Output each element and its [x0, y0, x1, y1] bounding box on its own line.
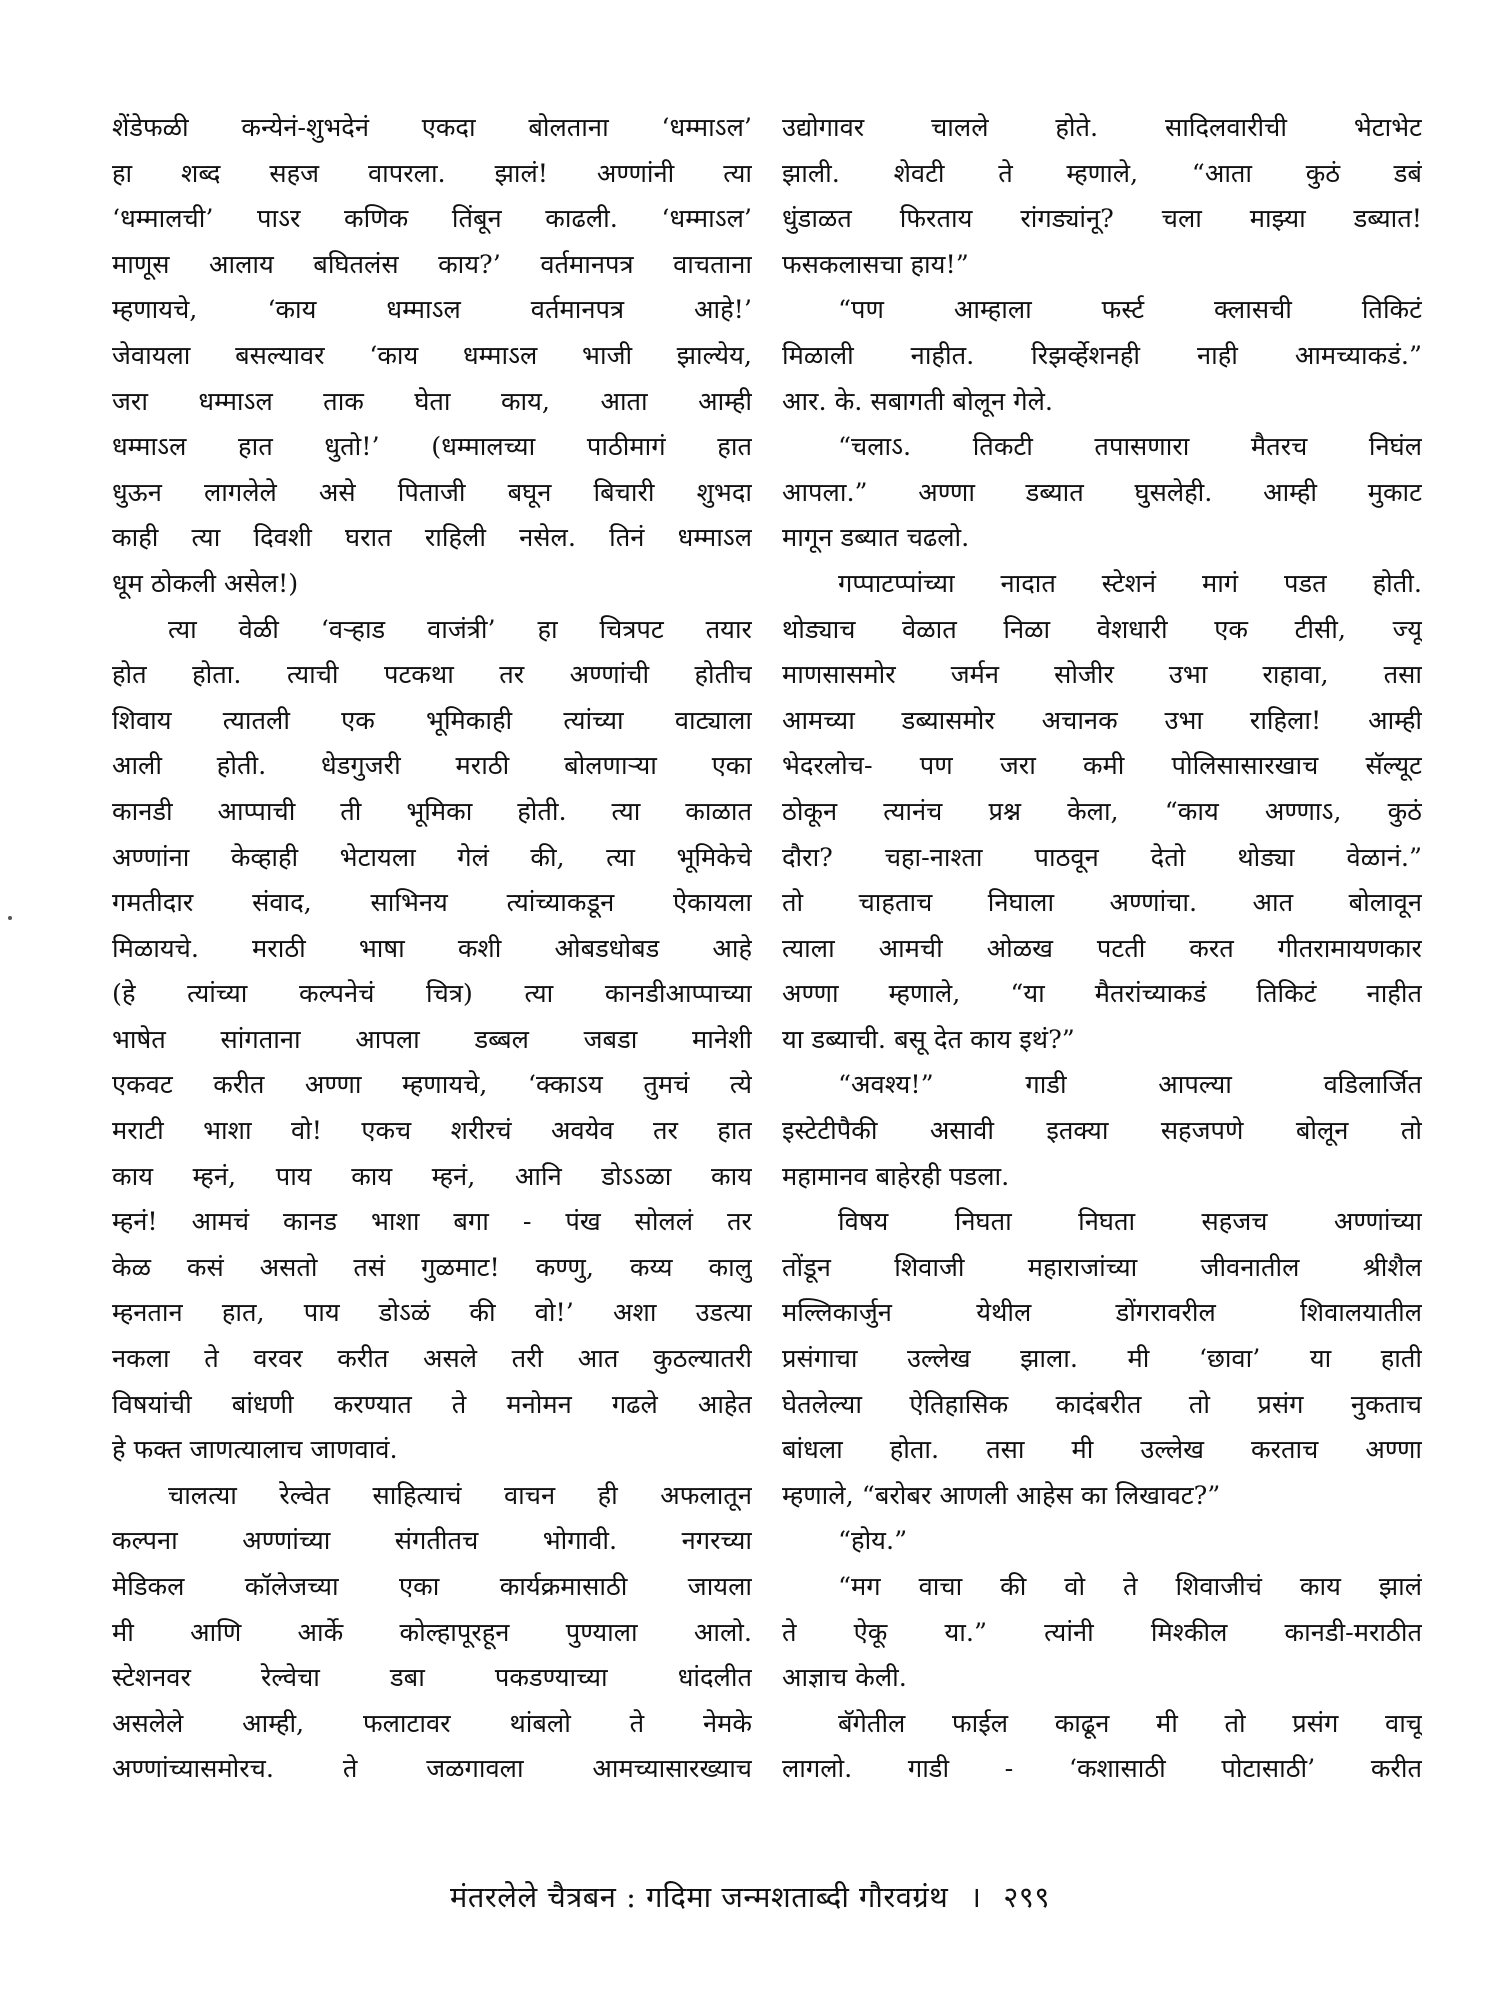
text-line: झाली. शेवटी ते म्हणाले, “आता कुठं डबं [782, 158, 1422, 189]
text-line: ‘धम्मालची’ पाऽर कणिक तिंबून काढली. ‘धम्माऽल’ [112, 204, 752, 235]
text-line: घेतलेल्या ऐतिहासिक कादंबरीत तो प्रसंग नुकताच [782, 1389, 1422, 1420]
text-line: मी आणि आर्के कोल्हापूरहून पुण्याला आलो. [112, 1617, 752, 1648]
text-line: स्टेशनवर रेल्वेचा डबा पकडण्याच्या धांदलीत [112, 1663, 752, 1694]
text-line: मिळाली नाहीत. रिझर्व्हेशनही नाही आमच्याकडं.” [782, 340, 1422, 371]
text-line: जरा धम्माऽल ताक घेता काय, आता आम्ही [112, 386, 752, 417]
text-line: धुऊन लागलेले असे पिताजी बघून बिचारी शुभदा [112, 477, 752, 508]
text-line: अण्णा म्हणाले, “या मैतरांच्याकडं तिकिटं नाहीत [782, 979, 1422, 1010]
text-line: आज्ञाच केली. [782, 1663, 907, 1694]
text-line: जेवायला बसल्यावर ‘काय धम्माऽल भाजी झाल्येय, [112, 340, 752, 371]
text-line: शेंडेफळी कन्येनं-शुभदेनं एकदा बोलताना ‘धम्माऽल’ [112, 113, 752, 143]
text-line: गप्पाटप्पांच्या नादात स्टेशनं मागं पडत होती. [838, 568, 1422, 599]
text-line: फसकलासचा हाय!” [782, 249, 969, 280]
text-line: एकवट करीत अण्णा म्हणायचे, ‘क्काऽय तुमचं त्ये [112, 1070, 752, 1101]
text-line: तो चाहताच निघाला अण्णांचा. आत बोलावून [782, 888, 1422, 919]
text-line: धूम ठोकली असेल!) [112, 568, 299, 599]
text-line: मराटी भाशा वो! एकच शरीरचं अवयेव तर हात [112, 1116, 752, 1147]
text-line: हा शब्द सहज वापरला. झालं! अण्णांनी त्या [112, 158, 752, 189]
text-line: विषयांची बांधणी करण्यात ते मनोमन गढले आहेत [112, 1389, 752, 1420]
text-line: म्हणाले, “बरोबर आणली आहेस का लिखावट?” [782, 1480, 1221, 1511]
text-line: तोंडून शिवाजी महाराजांच्या जीवनातील श्रीशैल [782, 1252, 1422, 1283]
footer-page-number: २९९ [1003, 1880, 1050, 1914]
footer-book-title: मंतरलेले चैत्रबन : गदिमा जन्मशताब्दी गौरवग्रंथ [450, 1880, 949, 1914]
text-line: अण्णांच्यासमोरच. ते जळगावला आमच्यासारख्याच [112, 1754, 752, 1785]
text-line: धम्माऽल हात धुतो!’ (धम्मालच्या पाठीमागं हात [112, 432, 752, 463]
text-line: लागलो. गाडी - ‘कशासाठी पोटासाठी’ करीत [782, 1754, 1422, 1785]
text-line: “होय.” [838, 1526, 908, 1557]
text-line: म्हणायचे, ‘काय धम्माऽल वर्तमानपत्र आहे!’ [112, 295, 752, 326]
text-line: नकला ते वरवर करीत असले तरी आत कुठल्यातरी [112, 1344, 752, 1375]
text-line: भेदरलोच- पण जरा कमी पोलिसासारखाच सॅल्यूट [782, 751, 1422, 782]
text-line: आर. के. सबागती बोलून गेले. [782, 386, 1053, 417]
footer-separator: । [969, 1880, 982, 1914]
text-line: ते ऐकू या.” त्यांनी मिश्कील कानडी-मराठीत [782, 1617, 1422, 1648]
text-line: मागून डब्यात चढलो. [782, 523, 970, 554]
text-line: आली होती. धेडगुजरी मराठी बोलणाऱ्या एका [112, 751, 752, 782]
text-line: उद्योगावर चालले होते. सादिलवारीची भेटाभेट [782, 113, 1422, 143]
text-line: बांधला होता. तसा मी उल्लेख करताच अण्णा [782, 1435, 1422, 1466]
text-line: कल्पना अण्णांच्या संगतीतच भोगावी. नगरच्या [112, 1526, 752, 1557]
text-line: आपला.” अण्णा डब्यात घुसलेही. आम्ही मुकाट [782, 477, 1422, 508]
text-line: कानडी आप्पाची ती भूमिका होती. त्या काळात [112, 796, 752, 827]
text-line: आमच्या डब्यासमोर अचानक उभा राहिला! आम्ही [782, 705, 1422, 736]
text-line: विषय निघता निघता सहजच अण्णांच्या [838, 1207, 1422, 1238]
text-line: धुंडाळत फिरताय रांगड्यांनू? चला माझ्या डब्यात! [782, 204, 1422, 235]
text-line: त्या वेळी ‘वऱ्हाड वाजंत्री’ हा चित्रपट तयार [168, 614, 752, 645]
text-line: माणसासमोर जर्मन सोजीर उभा राहावा, तसा [782, 660, 1422, 691]
text-line: होत होता. त्याची पटकथा तर अण्णांची होतीच [112, 660, 752, 691]
right-text-column [782, 106, 1422, 1793]
text-line: शिवाय त्यातली एक भूमिकाही त्यांच्या वाट्याला [112, 705, 752, 736]
text-line: त्याला आमची ओळख पटती करत गीतरामायणकार [782, 933, 1422, 964]
scan-speck [8, 916, 12, 920]
text-line: “पण आम्हाला फर्स्ट क्लासची तिकिटं [838, 295, 1422, 326]
text-line: म्हनं! आमचं कानड भाशा बगा - पंख सोललं तर [112, 1207, 752, 1238]
text-line: बॅगेतील फाईल काढून मी तो प्रसंग वाचू [838, 1708, 1422, 1739]
text-line: ठोकून त्यानंच प्रश्न केला, “काय अण्णाऽ, कुठं [782, 796, 1422, 827]
text-line: हे फक्त जाणत्यालाच जाणवावं. [112, 1435, 398, 1466]
text-line: असलेले आम्ही, फलाटावर थांबलो ते नेमके [112, 1708, 752, 1739]
text-line: थोड्याच वेळात निळा वेशधारी एक टीसी, ज्यू [782, 614, 1422, 645]
left-text-column [112, 106, 752, 1793]
text-line: केळ कसं असतो तसं गुळमाट! कण्णु, कय्य कालु [112, 1252, 752, 1283]
text-line: अण्णांना केव्हाही भेटायला गेलं की, त्या भूमिकेचे [112, 842, 752, 873]
text-line: दौरा? चहा-नाश्ता पाठवून देतो थोड्या वेळानं.” [782, 842, 1422, 873]
text-line: मिळायचे. मराठी भाषा कशी ओबडधोबड आहे [112, 933, 752, 964]
text-line: भाषेत सांगताना आपला डब्बल जबडा मानेशी [112, 1024, 752, 1055]
text-line: गमतीदार संवाद, साभिनय त्यांच्याकडून ऐकायला [112, 888, 752, 919]
text-line: “मग वाचा की वो ते शिवाजीचं काय झालं [838, 1572, 1422, 1602]
text-line: काही त्या दिवशी घरात राहिली नसेल. तिनं धम्माऽल [112, 523, 752, 554]
text-line: प्रसंगाचा उल्लेख झाला. मी ‘छावा’ या हाती [782, 1344, 1422, 1375]
text-line: मल्लिकार्जुन येथील डोंगरावरील शिवालयातील [782, 1298, 1422, 1329]
text-line: माणूस आलाय बघितलंस काय?’ वर्तमानपत्र वाचताना [112, 249, 752, 280]
text-line: म्हनतान हात, पाय डोऽळं की वो!’ अशा उडत्या [112, 1298, 752, 1329]
text-line: इस्टेटीपैकी असावी इतक्या सहजपणे बोलून तो [782, 1116, 1422, 1147]
page-footer [0, 1877, 1500, 1916]
text-line: महामानव बाहेरही पडला. [782, 1161, 1010, 1192]
text-line: या डब्याची. बसू देत काय इथं?” [782, 1024, 1075, 1055]
text-line: चालत्या रेल्वेत साहित्याचं वाचन ही अफलातून [168, 1480, 752, 1511]
text-line: (हे त्यांच्या कल्पनेचं चित्र) त्या कानडीआप्पाच्या [112, 979, 752, 1010]
text-line: मेडिकल कॉलेजच्या एका कार्यक्रमासाठी जायला [112, 1572, 752, 1602]
text-line: “चलाऽ. तिकटी तपासणारा मैतरच निघंल [838, 432, 1422, 463]
text-line: “अवश्य!” गाडी आपल्या वडिलार्जित [838, 1070, 1422, 1101]
text-line: काय म्हनं, पाय काय म्हनं, आनि डोऽऽळा काय [112, 1161, 752, 1192]
